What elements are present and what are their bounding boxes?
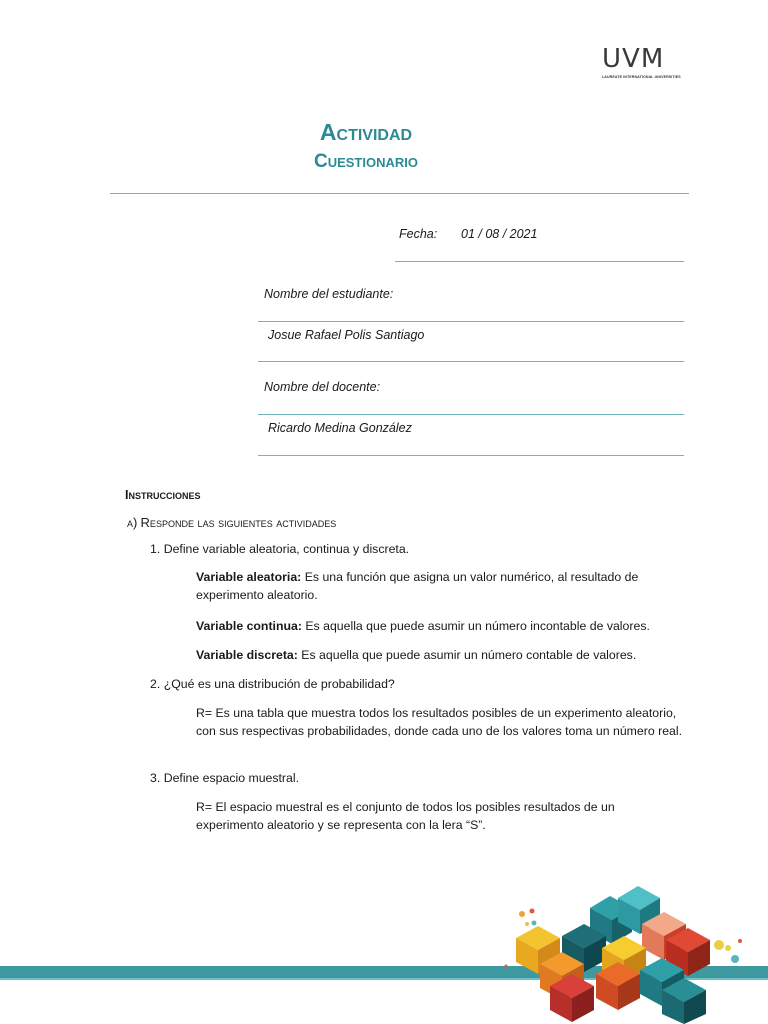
- student-name-underline: [258, 361, 684, 362]
- definition-term: Variable continua:: [196, 619, 302, 633]
- item-a: [127, 515, 336, 530]
- logo-text: UVM: [602, 44, 665, 74]
- uvm-logo: [602, 46, 684, 79]
- student-label: Nombre del estudiante:: [264, 287, 394, 301]
- document-subtitle: Cuestionario: [313, 151, 418, 172]
- answer-2: R= Es una tabla que muestra todos los resultados posibles de un experimento aleatorio, con sus respectivas probabilidades, donde cada uno de los valores toma un número real.: [196, 706, 683, 738]
- question-1: [150, 541, 409, 559]
- definition-continua: [196, 618, 676, 636]
- definition-term: Variable discreta:: [196, 648, 298, 662]
- definition-discreta: [196, 647, 676, 665]
- item-a-marker: a): [127, 515, 138, 530]
- student-label-underline: [258, 321, 684, 322]
- title-divider: [110, 193, 689, 194]
- date-label: Fecha:: [399, 227, 438, 241]
- definition-aleatoria: [196, 569, 676, 604]
- definition-desc: Es aquella que puede asumir un número contable de valores.: [301, 648, 637, 662]
- logo-subtitle: LAUREATE INTERNATIONAL UNIVERSITIES: [602, 75, 681, 79]
- question-2-text: ¿Qué es una distribución de probabilidad?: [163, 677, 395, 691]
- question-3: [150, 770, 299, 788]
- definition-desc: Es aquella que puede asumir un número incontable de valores.: [305, 619, 650, 633]
- question-2: [150, 676, 395, 694]
- teacher-name: Ricardo Medina González: [268, 421, 412, 435]
- instructions-heading: Instrucciones: [125, 488, 201, 502]
- question-2-number: 2.: [150, 677, 161, 691]
- definition-term: Variable aleatoria:: [196, 570, 302, 584]
- student-name: Josue Rafael Polis Santiago: [268, 328, 425, 342]
- answer-3: R= El espacio muestral es el conjunto de todos los posibles resultados de un experimento aleatorio y se representa con la lera “S”.: [196, 800, 615, 832]
- document-title: Actividad: [319, 119, 413, 145]
- teacher-label-underline: [258, 414, 684, 415]
- question-3-number: 3.: [150, 771, 161, 785]
- question-3-text: Define espacio muestral.: [163, 771, 300, 785]
- definition-desc: Es una función que asigna un valor numérico, al resultado de experimento aleatorio.: [196, 570, 639, 602]
- question-1-text: Define variable aleatoria, continua y discreta.: [163, 542, 410, 556]
- date-underline: [395, 261, 684, 262]
- question-1-number: 1.: [150, 542, 161, 556]
- decorative-cubes-graphic: [500, 878, 768, 1024]
- item-a-text: Responde las siguientes actividades: [140, 515, 337, 530]
- teacher-label: Nombre del docente:: [264, 380, 381, 394]
- teacher-name-underline: [258, 455, 684, 456]
- date-value: 01 / 08 / 2021: [461, 227, 538, 241]
